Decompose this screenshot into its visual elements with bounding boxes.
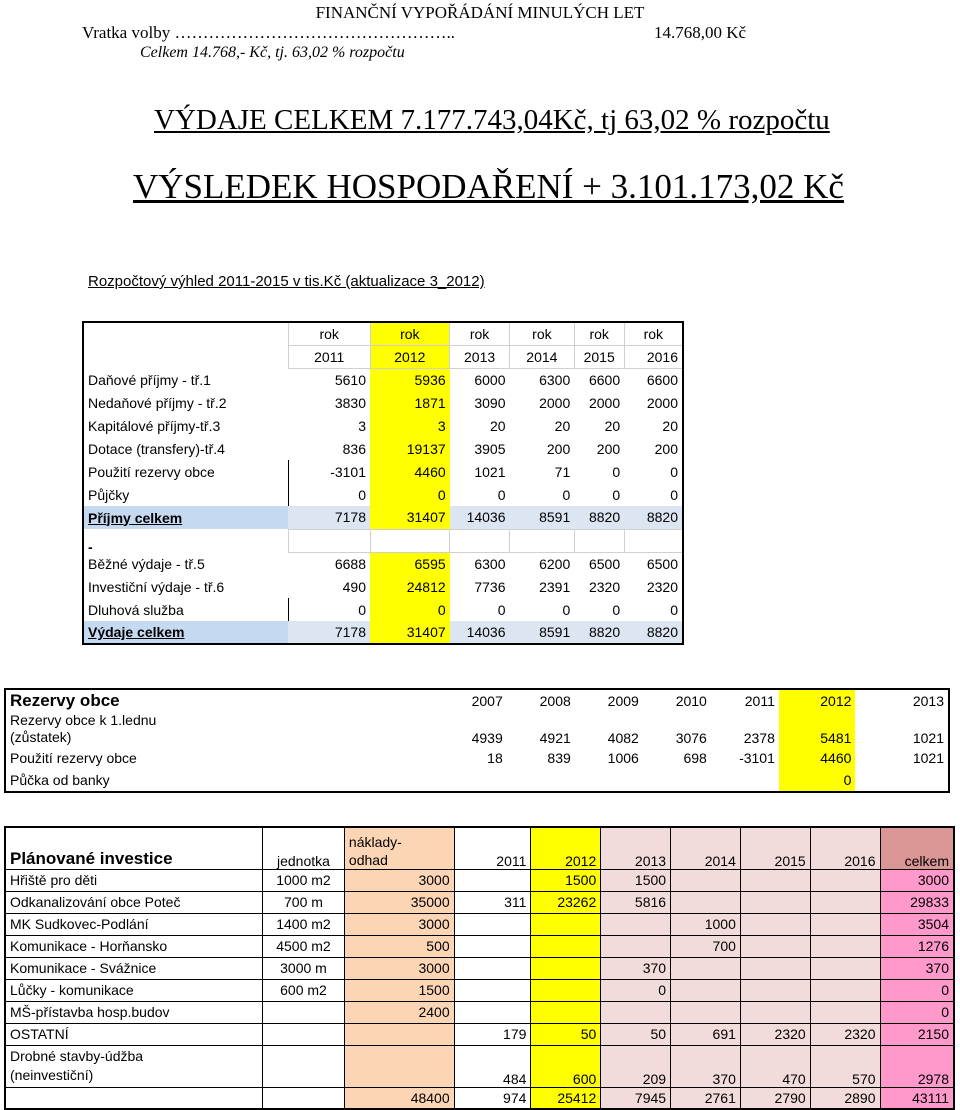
investments-row-label <box>5 1045 263 1087</box>
investments-year-value <box>531 979 601 1001</box>
investments-col-year: 2011 <box>454 827 531 869</box>
outlook-cell: 0 <box>288 483 370 506</box>
reserves-cell <box>507 769 575 792</box>
outlook-cell <box>288 529 370 552</box>
investments-row <box>5 891 954 913</box>
investments-unit: 1400 m2 <box>263 913 345 935</box>
vysledek-heading: VÝSLEDEK HOSPODAŘENÍ + 3.101.173,02 Kč <box>133 167 844 206</box>
outlook-cell: 0 <box>612 601 621 618</box>
reserves-cell: 839 <box>547 749 571 766</box>
investments-total-year: 2790 <box>740 1087 810 1109</box>
investments-year-value <box>740 891 810 913</box>
investments-row-total: 0 <box>880 1001 954 1023</box>
investments-unit <box>263 1045 345 1087</box>
reserves-title: Rezervy obce <box>10 691 120 710</box>
outlook-cell: 7178 <box>288 506 370 529</box>
investments-row-total: 3000 <box>880 869 954 891</box>
outlook-cell: 20 <box>489 417 506 434</box>
outlook-row-label: Půjčky <box>88 486 130 503</box>
outlook-cell: 20 <box>662 417 678 434</box>
reserves-year: 2008 <box>539 693 571 709</box>
investments-row-total: 370 <box>880 957 954 979</box>
investments-unit: 3000 m <box>263 957 345 979</box>
outlook-row-label: Příjmy celkem <box>83 506 288 529</box>
outlook-year-cell: 2014 <box>510 345 575 368</box>
reserves-row <box>5 746 949 769</box>
outlook-row <box>83 460 683 483</box>
outlook-row-label: Investiční výdaje - tř.6 <box>88 578 225 595</box>
investments-year-value <box>740 957 810 979</box>
outlook-year-cell: 2015 <box>574 345 624 368</box>
outlook-cell: 20 <box>604 417 621 434</box>
outlook-row-label: Daňové příjmy - tř.1 <box>88 371 211 388</box>
reserves-cell <box>855 769 949 792</box>
investments-total-year: 25412 <box>531 1087 601 1109</box>
reserves-row-label-line: (zůstatek) <box>10 729 72 745</box>
investments-cost: 3000 <box>344 957 454 979</box>
investments-year-value: 311 <box>454 891 531 913</box>
investments-year-value: 600 <box>531 1045 601 1087</box>
investments-year-value: 370 <box>601 957 671 979</box>
outlook-cell: 24812 <box>370 575 450 598</box>
outlook-row-label: Kapitálové příjmy-tř.3 <box>88 417 221 434</box>
outlook-cell: 0 <box>612 463 621 480</box>
investments-year-value: 2320 <box>740 1023 810 1045</box>
investments-row <box>5 913 954 935</box>
outlook-cell <box>624 529 683 552</box>
investments-year-value: 370 <box>671 1045 741 1087</box>
investments-row-label: Odkanalizování obce Poteč <box>5 891 263 913</box>
investments-year-value <box>810 869 880 891</box>
investments-year-value <box>454 935 531 957</box>
reserves-cell: 5481 <box>779 712 856 746</box>
investments-year-value <box>531 1001 601 1023</box>
outlook-year-cell: 2012 <box>370 345 450 368</box>
outlook-table <box>82 321 684 645</box>
investments-row-total: 2978 <box>880 1045 954 1087</box>
investments-unit: 1000 m2 <box>263 869 345 891</box>
outlook-row-label: Nedaňové příjmy - tř.2 <box>88 394 227 411</box>
outlook-rok-row <box>83 322 683 345</box>
outlook-row-label: Výdaje celkem <box>83 621 288 644</box>
investments-row-label: Hřiště pro děti <box>5 869 263 891</box>
outlook-cell: 2320 <box>646 578 678 595</box>
reserves-year: 2007 <box>471 693 503 709</box>
vratka-value: 14.768,00 Kč <box>654 23 747 42</box>
outlook-cell: 0 <box>497 486 506 503</box>
outlook-total-row <box>83 621 683 644</box>
reserves-cell: 1021 <box>912 749 944 766</box>
investments-unit <box>263 1001 345 1023</box>
outlook-cell: 8820 <box>624 621 683 644</box>
outlook-cell <box>510 529 575 552</box>
reserves-cell <box>303 746 409 769</box>
reserves-cell: 3076 <box>675 730 707 746</box>
outlook-cell: 1021 <box>474 463 506 480</box>
investments-cost <box>344 1045 454 1087</box>
outlook-cell: 8820 <box>624 506 683 529</box>
outlook-cell: 3 <box>370 414 450 437</box>
outlook-cell: 8591 <box>510 621 575 644</box>
investments-year-value: 570 <box>810 1045 880 1087</box>
outlook-cell: 6595 <box>370 552 450 575</box>
investments-row-total: 0 <box>880 979 954 1001</box>
reserves-cell <box>303 769 409 792</box>
outlook-cell: 8591 <box>510 506 575 529</box>
reserves-cell <box>643 769 711 792</box>
outlook-cell: 1871 <box>370 391 450 414</box>
page-title: FINANČNÍ VYPOŘÁDÁNÍ MINULÝCH LET <box>315 3 645 22</box>
investments-row-label: MŠ-přístavba hosp.budov <box>5 1001 263 1023</box>
investments-col-year: 2016 <box>810 827 880 869</box>
outlook-year-cell: 2011 <box>288 345 370 368</box>
outlook-year-cell: 2016 <box>624 345 683 368</box>
outlook-cell: 0 <box>612 486 621 503</box>
outlook-cell: 6500 <box>646 555 678 572</box>
investments-title: Plánované investice <box>5 827 263 869</box>
investments-year-value <box>810 913 880 935</box>
investments-row-label: OSTATNÍ <box>5 1023 263 1045</box>
outlook-total-row <box>83 506 683 529</box>
vratka-label: Vratka volby ………………………………………….. <box>82 23 455 42</box>
investments-year-value <box>740 979 810 1001</box>
investments-year-value: 209 <box>601 1045 671 1087</box>
investments-cell <box>5 1087 263 1109</box>
investments-cell <box>263 1087 345 1109</box>
investments-year-value <box>454 1001 531 1023</box>
reserves-cell <box>575 769 643 792</box>
investments-year-value: 179 <box>454 1023 531 1045</box>
investments-year-value: 50 <box>601 1023 671 1045</box>
investments-col-cost <box>344 827 454 869</box>
investments-row-total: 3504 <box>880 913 954 935</box>
outlook-rok-cell: rok <box>370 322 450 345</box>
investments-year-value: 484 <box>454 1045 531 1087</box>
investments-header-row <box>5 827 954 869</box>
outlook-cell <box>574 529 624 552</box>
reserves-cell: 0 <box>779 769 856 792</box>
investments-row <box>5 1045 954 1087</box>
investments-col-total: celkem <box>880 827 954 869</box>
reserves-year: 2010 <box>675 693 707 709</box>
investments-row <box>5 1023 954 1045</box>
investments-year-value <box>531 913 601 935</box>
outlook-row <box>83 368 683 391</box>
investments-row-label-line: (neinvestiční) <box>10 1067 94 1083</box>
outlook-row-label: Běžné výdaje - tř.5 <box>88 555 205 572</box>
outlook-year-cell: 2013 <box>450 345 510 368</box>
outlook-row-label: Použití rezervy obce <box>88 463 215 480</box>
reserves-header-row <box>5 689 949 712</box>
investments-unit <box>263 1023 345 1045</box>
outlook-cell: 7178 <box>288 621 370 644</box>
reserves-cell <box>303 712 409 746</box>
outlook-spacer-row <box>83 529 683 552</box>
outlook-cell: 3090 <box>474 394 506 411</box>
outlook-row <box>83 437 683 460</box>
investments-row-label-line: Drobné stavby-údžba <box>10 1048 144 1064</box>
reserves-cell <box>303 689 409 712</box>
investments-year-value <box>740 1001 810 1023</box>
reserves-row <box>5 712 949 746</box>
investments-year-value: 23262 <box>531 891 601 913</box>
investments-row <box>5 979 954 1001</box>
outlook-cell: 3830 <box>334 394 366 411</box>
investments-year-value: 2320 <box>810 1023 880 1045</box>
outlook-cell: 14036 <box>450 621 510 644</box>
outlook-cell: 6300 <box>539 371 571 388</box>
investments-cost: 35000 <box>344 891 454 913</box>
outlook-cell: 0 <box>288 598 370 621</box>
investments-col-unit: jednotka <box>263 827 345 869</box>
investments-year-value <box>671 957 741 979</box>
investments-col-year: 2013 <box>601 827 671 869</box>
reserves-cell: 4921 <box>539 730 571 746</box>
investments-year-value <box>740 935 810 957</box>
outlook-cell: 14036 <box>450 506 510 529</box>
outlook-row <box>83 552 683 575</box>
investments-year-value <box>531 957 601 979</box>
investments-row-total: 1276 <box>880 935 954 957</box>
reserves-cell: 4460 <box>779 746 856 769</box>
outlook-row <box>83 391 683 414</box>
reserves-year: 2011 <box>744 693 775 709</box>
investments-row <box>5 869 954 891</box>
reserves-row-label: Půčka od banky <box>10 772 110 788</box>
outlook-cell: 6600 <box>588 371 621 388</box>
investments-col-year: 2015 <box>740 827 810 869</box>
outlook-cell: 71 <box>554 463 571 480</box>
reserves-cell <box>409 769 507 792</box>
outlook-cell: 2391 <box>539 578 571 595</box>
investments-year-value <box>454 979 531 1001</box>
investments-year-value <box>454 957 531 979</box>
outlook-row <box>83 414 683 437</box>
outlook-row-label: Dluhová služba <box>88 601 184 618</box>
outlook-row <box>83 483 683 506</box>
outlook-cell: 6000 <box>474 371 506 388</box>
investments-year-value <box>601 935 671 957</box>
outlook-cell: 20 <box>554 417 571 434</box>
outlook-title: Rozpočtový výhled 2011-2015 v tis.Kč (aktualizace 3_2012) <box>88 273 485 290</box>
outlook-rok-cell: rok <box>288 322 370 345</box>
investments-year-value: 700 <box>671 935 741 957</box>
investments-table <box>4 826 955 1110</box>
outlook-corner <box>83 322 288 345</box>
outlook-cell: 5936 <box>370 368 450 391</box>
investments-year-value <box>810 957 880 979</box>
reserves-row-label: Použití rezervy obce <box>10 749 137 766</box>
outlook-cell: 4460 <box>370 460 450 483</box>
investments-unit: 600 m2 <box>263 979 345 1001</box>
reserves-year: 2009 <box>607 693 639 709</box>
investments-total-cost: 48400 <box>344 1087 454 1109</box>
investments-row <box>5 935 954 957</box>
outlook-cell: 2000 <box>539 394 571 411</box>
investments-col-year: 2012 <box>531 827 601 869</box>
investments-row-label: Komunikace - Horňansko <box>5 935 263 957</box>
outlook-row <box>83 575 683 598</box>
investments-year-value <box>810 935 880 957</box>
outlook-row <box>83 598 683 621</box>
investments-row <box>5 1001 954 1023</box>
reserves-year: 2013 <box>912 693 944 709</box>
investments-total-year: 2890 <box>810 1087 880 1109</box>
outlook-cell: 0 <box>370 483 450 506</box>
outlook-rok-cell: rok <box>574 322 624 345</box>
investments-total-year: 974 <box>454 1087 531 1109</box>
outlook-cell: 7736 <box>474 578 506 595</box>
outlook-cell: 490 <box>342 578 366 595</box>
investments-year-value: 0 <box>601 979 671 1001</box>
investments-total-year: 2761 <box>671 1087 741 1109</box>
outlook-cell: 3 <box>358 417 366 434</box>
outlook-cell: 6600 <box>646 371 678 388</box>
outlook-cell: 6200 <box>539 555 571 572</box>
investments-year-value <box>601 1001 671 1023</box>
investments-cost: 3000 <box>344 869 454 891</box>
outlook-cell <box>450 529 510 552</box>
celkem-line: Celkem 14.768,- Kč, tj. 63,02 % rozpočtu <box>140 44 405 61</box>
investments-year-value <box>454 913 531 935</box>
investments-year-value: 470 <box>740 1045 810 1087</box>
outlook-row-label: - <box>88 539 93 552</box>
outlook-cell: 200 <box>654 440 678 457</box>
investments-col-cost-line: náklady- <box>348 833 402 850</box>
reserves-row-label-line: Rezervy obce k 1.lednu <box>10 712 157 728</box>
investments-total-year: 7945 <box>601 1087 671 1109</box>
investments-row <box>5 957 954 979</box>
outlook-cell: 2320 <box>588 578 621 595</box>
outlook-cell: 19137 <box>370 437 450 460</box>
investments-year-value: 1500 <box>601 869 671 891</box>
investments-year-value <box>671 1001 741 1023</box>
investments-year-value: 1000 <box>671 913 741 935</box>
investments-year-value: 691 <box>671 1023 741 1045</box>
investments-totals-row <box>5 1087 954 1109</box>
investments-year-value <box>810 1001 880 1023</box>
reserves-row-label <box>5 712 303 746</box>
outlook-row-label: Dotace (transfery)-tř.4 <box>88 440 225 457</box>
outlook-corner <box>83 345 288 368</box>
investments-year-value <box>740 869 810 891</box>
investments-cost: 1500 <box>344 979 454 1001</box>
investments-year-value: 5816 <box>601 891 671 913</box>
investments-row-label: Komunikace - Svážnice <box>5 957 263 979</box>
outlook-cell: 2000 <box>646 394 678 411</box>
outlook-cell: 5610 <box>334 371 366 388</box>
outlook-cell: 31407 <box>370 506 450 529</box>
investments-col-cost-line: odhad <box>348 851 388 868</box>
investments-year-value <box>740 913 810 935</box>
investments-year-value <box>601 913 671 935</box>
outlook-cell: 0 <box>562 601 571 618</box>
outlook-cell: 8820 <box>574 506 624 529</box>
outlook-cell: 6688 <box>334 555 366 572</box>
outlook-cell: 2000 <box>588 394 621 411</box>
reserves-cell: 4939 <box>471 730 503 746</box>
outlook-rok-cell: rok <box>624 322 683 345</box>
reserves-table <box>4 688 950 793</box>
outlook-cell: 6500 <box>588 555 621 572</box>
outlook-cell: 0 <box>370 598 450 621</box>
outlook-cell: 0 <box>670 486 678 503</box>
investments-col-year: 2014 <box>671 827 741 869</box>
investments-year-value <box>671 869 741 891</box>
reserves-cell: 698 <box>683 749 707 766</box>
investments-row-total: 29833 <box>880 891 954 913</box>
outlook-cell: 0 <box>562 486 571 503</box>
reserves-cell <box>711 769 779 792</box>
outlook-cell <box>370 529 450 552</box>
outlook-cell: 31407 <box>370 621 450 644</box>
outlook-cell: 6300 <box>474 555 506 572</box>
outlook-rok-cell: rok <box>510 322 575 345</box>
outlook-cell: 0 <box>670 463 678 480</box>
vratka-line <box>82 23 747 43</box>
investments-cost: 3000 <box>344 913 454 935</box>
outlook-cell: 200 <box>596 440 621 457</box>
reserves-cell: 4082 <box>607 730 639 746</box>
investments-year-value <box>531 935 601 957</box>
reserves-cell: 1006 <box>607 749 639 766</box>
investments-cost <box>344 1023 454 1045</box>
vydaje-heading: VÝDAJE CELKEM 7.177.743,04Kč, tj 63,02 % rozpočtu <box>154 104 830 136</box>
outlook-cell: 3905 <box>474 440 506 457</box>
outlook-cell: 836 <box>342 440 366 457</box>
outlook-cell: 8820 <box>574 621 624 644</box>
outlook-rok-cell: rok <box>450 322 510 345</box>
investments-row-label: MK Sudkovec-Podlání <box>5 913 263 935</box>
investments-year-value: 50 <box>531 1023 601 1045</box>
investments-year-value <box>810 891 880 913</box>
reserves-row <box>5 769 949 792</box>
outlook-cell: 200 <box>546 440 571 457</box>
reserves-cell: 2378 <box>743 730 775 746</box>
investments-cost: 2400 <box>344 1001 454 1023</box>
reserves-cell: 18 <box>487 749 503 766</box>
investments-row-label: Lůčky - komunikace <box>5 979 263 1001</box>
investments-year-value <box>454 869 531 891</box>
investments-year-value <box>671 979 741 1001</box>
outlook-cell: -3101 <box>288 460 370 483</box>
investments-unit: 700 m <box>263 891 345 913</box>
investments-year-value <box>671 891 741 913</box>
outlook-cell: 0 <box>670 601 678 618</box>
investments-cost: 500 <box>344 935 454 957</box>
investments-year-value <box>810 979 880 1001</box>
reserves-cell: -3101 <box>739 749 775 766</box>
outlook-cell: 0 <box>497 601 506 618</box>
investments-unit: 4500 m2 <box>263 935 345 957</box>
outlook-year-row <box>83 345 683 368</box>
reserves-year: 2012 <box>779 689 856 712</box>
investments-row-total: 2150 <box>880 1023 954 1045</box>
investments-year-value: 1500 <box>531 869 601 891</box>
investments-grand-total: 43111 <box>880 1087 954 1109</box>
reserves-cell: 1021 <box>912 730 944 746</box>
